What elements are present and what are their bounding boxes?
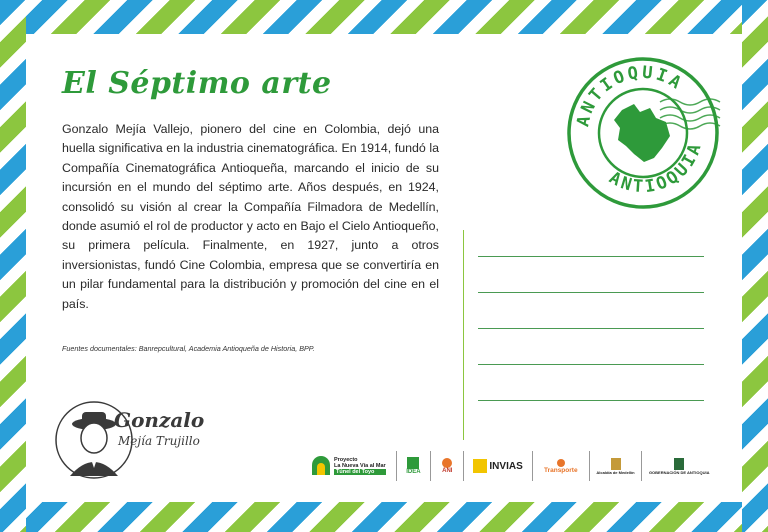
airmail-border-left bbox=[0, 0, 26, 532]
address-line bbox=[478, 292, 704, 293]
sources-note: Fuentes documentales: Banrepcultural, Academia Antioqueña de Historia, BPP. bbox=[62, 344, 315, 353]
proyecto-line-2: La Nueva Vía al Mar bbox=[334, 463, 386, 469]
postcard-text: Gonzalo Mejía Vallejo, pionero del cine en Colombia, dejó una huella significativa en la industria cinematográfica. En 1914, fundó la Compañía Cinematográfica Antioqueña, marcando el inicio de su incursión en el mundo del séptimo arte. Años después, en 1924, consolidó su visión al crear la Compañía Filmadora de Medellín, donde asumió el rol de productor y acto en Bajo el Cielo Antioqueño, su primera película. Finalmente, en 1927, junto a otros inversionistas, fundó Cine Colombia, empresa que se convertiría en un pilar fundamental para la distribución y promoción del cine en el país. bbox=[62, 122, 439, 311]
gonzalo-signature-logo bbox=[52, 390, 205, 490]
alcaldia-label: Alcaldía de Medellín bbox=[596, 469, 635, 475]
alcaldia-logo bbox=[596, 450, 636, 482]
stamp-bottom-text: ANTIOQUIA bbox=[605, 139, 707, 198]
transporte-label: Transporte bbox=[543, 466, 578, 474]
antioquia-stamp bbox=[560, 50, 726, 216]
proyecto-line-1: Proyecto bbox=[334, 457, 358, 463]
idea-logo bbox=[403, 450, 425, 482]
gobernacion-logo bbox=[648, 450, 710, 482]
airmail-border-bottom bbox=[0, 502, 768, 532]
address-line bbox=[478, 256, 704, 257]
stamp-top-text: ANTIOQUIA bbox=[573, 62, 687, 129]
address-line bbox=[478, 400, 704, 401]
sponsor-logos bbox=[310, 446, 710, 486]
address-line bbox=[478, 328, 704, 329]
ani-label: ANI bbox=[442, 468, 453, 474]
idea-label: IDEA bbox=[406, 469, 421, 475]
postcard-title: El Séptimo arte bbox=[62, 66, 332, 101]
signature-last-name: Mejía Trujillo bbox=[118, 434, 200, 448]
address-divider bbox=[463, 230, 464, 440]
ani-logo bbox=[437, 450, 457, 482]
invias-logo bbox=[470, 450, 526, 482]
invias-label: INVIAS bbox=[489, 460, 523, 472]
signature-first-name: Gonzalo bbox=[114, 408, 205, 432]
proyecto-logo bbox=[310, 450, 390, 482]
transporte-logo bbox=[539, 450, 583, 482]
airmail-border-top bbox=[0, 0, 768, 34]
address-line bbox=[478, 364, 704, 365]
tunnel-icon bbox=[310, 455, 332, 477]
antioquia-map-icon bbox=[614, 104, 670, 162]
proyecto-line-3: Túnel del Toyo bbox=[334, 469, 386, 475]
airmail-border-right bbox=[742, 0, 768, 532]
gobernacion-label: GOBERNACIÓN DE ANTIOQUIA bbox=[648, 469, 710, 475]
